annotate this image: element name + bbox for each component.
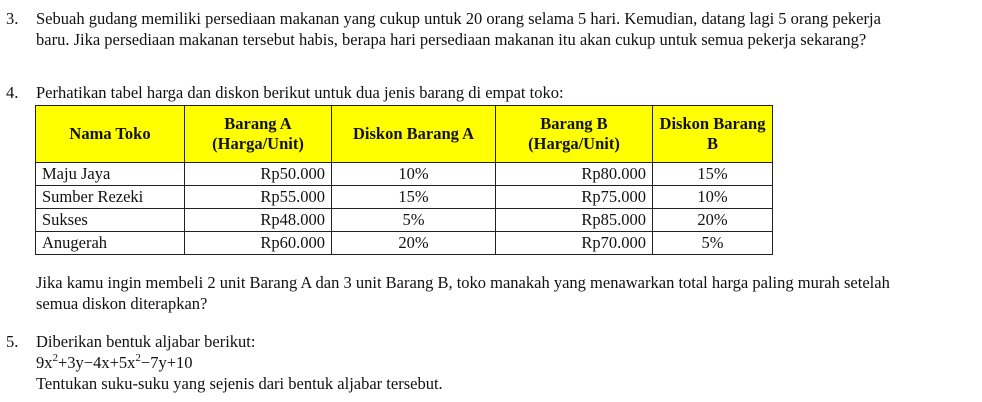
cell-discount-b: 15% — [653, 163, 773, 186]
cell-price-b: Rp70.000 — [496, 232, 653, 255]
cell-price-a: Rp48.000 — [185, 209, 332, 232]
cell-store: Maju Jaya — [36, 163, 185, 186]
cell-store: Sukses — [36, 209, 185, 232]
question-3-number: 3. — [6, 9, 19, 28]
question-5-number: 5. — [6, 332, 19, 351]
cell-discount-a: 5% — [332, 209, 496, 232]
cell-store: Sumber Rezeki — [36, 186, 185, 209]
table-row — [36, 232, 773, 255]
cell-price-a: Rp55.000 — [185, 186, 332, 209]
table-row — [36, 186, 773, 209]
question-4-number: 4. — [6, 83, 19, 102]
cell-discount-a: 20% — [332, 232, 496, 255]
header-price-b-line-2: (Harga/Unit) — [528, 134, 620, 153]
cell-price-b: Rp75.000 — [496, 186, 653, 209]
question-3 — [6, 8, 976, 50]
expr-exponent-2: 2 — [135, 351, 141, 364]
expr-exponent-1: 2 — [52, 351, 58, 364]
table-row — [36, 163, 773, 186]
cell-price-b: Rp80.000 — [496, 163, 653, 186]
header-price-a-line-1: Barang A — [224, 114, 292, 133]
header-store: Nama Toko — [36, 106, 185, 163]
cell-price-a: Rp50.000 — [185, 163, 332, 186]
header-price-a — [185, 106, 332, 163]
cell-price-b: Rp85.000 — [496, 209, 653, 232]
algebra-expression — [36, 352, 976, 373]
table-header-row — [36, 106, 773, 163]
question-4-question-line-1: Jika kamu ingin membeli 2 unit Barang A dan 3 unit Barang B, toko manakah yang menawarkan total harga paling murah setelah — [36, 273, 890, 292]
question-5-question: Tentukan suku-suku yang sejenis dari bentuk aljabar tersebut. — [36, 374, 443, 393]
question-3-line-2: baru. Jika persediaan makanan tersebut habis, berapa hari persediaan makanan itu akan cukup untuk semua pekerja sekarang? — [36, 30, 867, 49]
question-4-question — [36, 272, 976, 314]
cell-store: Anugerah — [36, 232, 185, 255]
expr-term-1: 9x — [36, 353, 53, 372]
question-5 — [6, 331, 976, 394]
cell-discount-b: 5% — [653, 232, 773, 255]
cell-discount-a: 15% — [332, 186, 496, 209]
expr-term-2: +3y−4x+5x — [58, 353, 136, 372]
cell-discount-a: 10% — [332, 163, 496, 186]
question-5-intro: Diberikan bentuk aljabar berikut: — [36, 332, 256, 351]
question-4-question-line-2: semua diskon diterapkan? — [36, 294, 208, 313]
cell-discount-b: 20% — [653, 209, 773, 232]
cell-price-a: Rp60.000 — [185, 232, 332, 255]
table-row — [36, 209, 773, 232]
question-4 — [6, 82, 976, 103]
cell-discount-b: 10% — [653, 186, 773, 209]
header-discount-b: Diskon Barang B — [653, 106, 773, 163]
header-price-b — [496, 106, 653, 163]
question-4-intro: Perhatikan tabel harga dan diskon berikut untuk dua jenis barang di empat toko: — [36, 83, 564, 102]
question-3-line-1: Sebuah gudang memiliki persediaan makanan yang cukup untuk 20 orang selama 5 hari. Kemudian, datang lagi 5 orang pekerja — [36, 9, 881, 28]
price-discount-table — [35, 105, 773, 255]
header-price-b-line-1: Barang B — [540, 114, 608, 133]
header-discount-a: Diskon Barang A — [332, 106, 496, 163]
expr-term-3: −7y+10 — [140, 353, 193, 372]
header-price-a-line-2: (Harga/Unit) — [212, 134, 304, 153]
